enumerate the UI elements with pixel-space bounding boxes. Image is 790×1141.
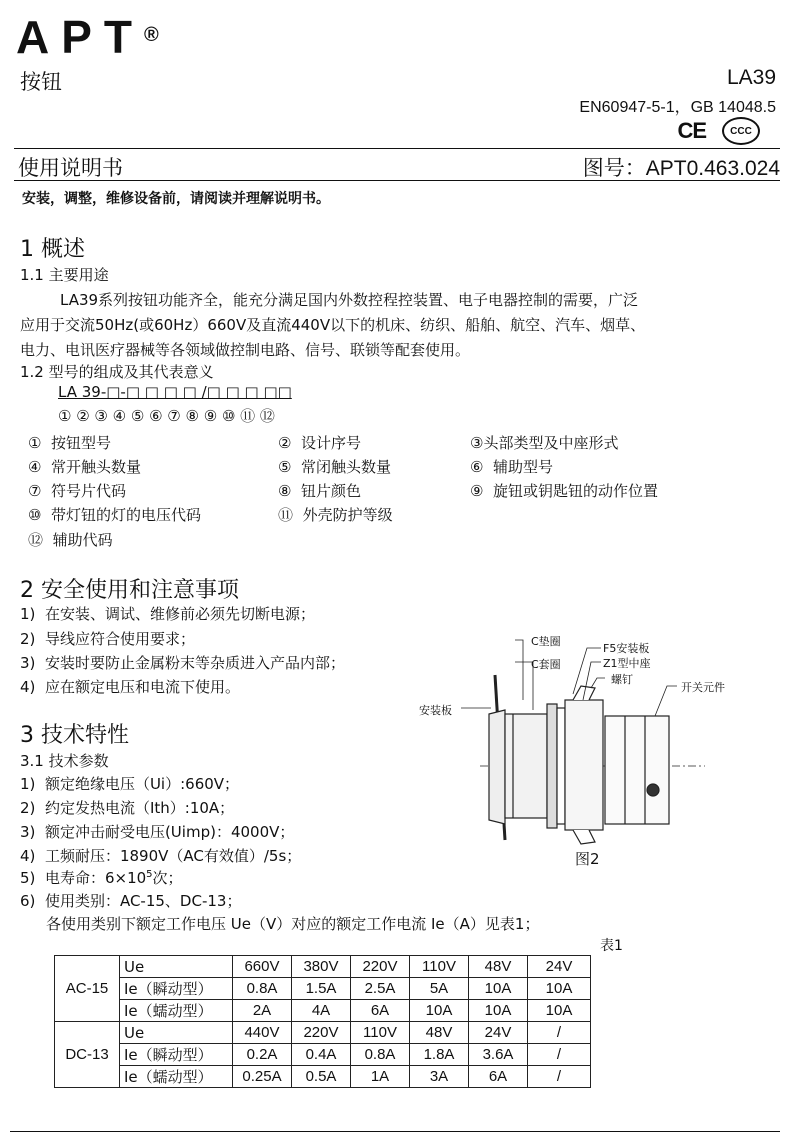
table-row <box>55 1044 591 1066</box>
table-row <box>55 956 591 978</box>
footer-divider <box>10 1131 780 1132</box>
list-item: 5) 电寿命：$6\times 10^5$次； <box>20 869 183 887</box>
table-cell: 3.6A <box>469 1044 528 1066</box>
figure-number: 图号：APT0.463.024 <box>582 156 780 180</box>
figure-caption: 图2 <box>575 850 600 868</box>
table-cell: 2.5A <box>351 978 410 1000</box>
ce-mark-icon: CE <box>677 118 706 143</box>
table-cell: 0.5A <box>292 1066 351 1088</box>
table-cell: 48V <box>410 1022 469 1044</box>
list-item: 3) 安装时要防止金属粉末等杂质进入产品内部； <box>20 654 345 672</box>
divider <box>14 148 780 149</box>
label-c-sleeve: C套圈 <box>531 658 561 671</box>
model-code-numbers: ① ② ③ ④ ⑤ ⑥ ⑦ ⑧ ⑨ ⑩ ⑪ ⑫ <box>58 407 275 425</box>
table-cell: 3A <box>410 1066 469 1088</box>
table-cell: 220V <box>351 956 410 978</box>
warning-text: 安装，调整，维修设备前，请阅读并理解说明书。 <box>22 191 330 207</box>
model-code: LA 39-□-□ □ □ □ /□ □ □ □□ <box>58 383 292 401</box>
legend-item: ④ 常开触头数量 <box>28 458 142 476</box>
table-cell: Ie（瞬动型） <box>120 1044 233 1066</box>
legend-item: ⑪ 外壳防护等级 <box>278 506 393 524</box>
label-c-pad: C垫圈 <box>531 635 561 648</box>
table-cell: 10A <box>469 1000 528 1022</box>
section-1-2-title: 1.2 型号的组成及其代表意义 <box>20 363 214 381</box>
legend-item: ⑤ 常闭触头数量 <box>278 458 392 476</box>
list-item: 6) 使用类别：AC-15、DC-13； <box>20 892 242 910</box>
legend-item: ⑧ 钮片颜色 <box>278 482 362 500</box>
table-cell: Ie（瞬动型） <box>120 978 233 1000</box>
table-cell: 0.2A <box>233 1044 292 1066</box>
list-item: 4) 应在额定电压和电流下使用。 <box>20 678 240 696</box>
table-cell: Ie（蠕动型） <box>120 1066 233 1088</box>
table-row <box>55 1000 591 1022</box>
list-item: 1) 额定绝缘电压（Ui）:660V； <box>20 775 240 793</box>
category-cell: AC-15 <box>55 956 120 1022</box>
table-cell: 24V <box>528 956 591 978</box>
table-row <box>55 1022 591 1044</box>
table-cell: 660V <box>233 956 292 978</box>
table-cell: 48V <box>469 956 528 978</box>
table-cell: / <box>528 1044 591 1066</box>
legend-item: ⑨ 旋钮或钥匙钮的动作位置 <box>470 482 659 500</box>
list-item: 1) 在安装、调试、维修前必须先切断电源； <box>20 605 315 623</box>
table-row <box>55 978 591 1000</box>
table-cell: 2A <box>233 1000 292 1022</box>
legend-item: ⑥ 辅助型号 <box>470 458 554 476</box>
table-cell: 0.8A <box>351 1044 410 1066</box>
label-switch: 开关元件 <box>681 681 725 694</box>
legend-item: ⑫ 辅助代码 <box>28 531 113 549</box>
section-3-1-title: 3.1 技术参数 <box>20 752 109 770</box>
table-cell: 1.5A <box>292 978 351 1000</box>
product-name: 按钮 <box>20 70 62 94</box>
label-f5-plate: F5安装板 <box>603 642 650 655</box>
button-assembly-drawing <box>405 630 785 870</box>
legend-item: ③头部类型及中座形式 <box>470 434 619 452</box>
certification-marks <box>677 117 760 145</box>
table-cell: 6A <box>351 1000 410 1022</box>
paragraph-line: 应用于交流50Hz(或60Hz）660V及直流440V以下的机床、纺织、船舶、航空、汽车、烟草、 <box>20 316 646 334</box>
table-caption: 表1 <box>600 938 623 954</box>
label-z1-base: Z1型中座 <box>603 657 651 670</box>
manual-title: 使用说明书 <box>18 156 123 180</box>
paragraph-line: LA39系列按钮功能齐全，能充分满足国内外数控程控装置、电子电器控制的需要，广泛 <box>60 291 639 309</box>
table-cell: 220V <box>292 1022 351 1044</box>
table-cell: 110V <box>351 1022 410 1044</box>
table-cell: Ie（蠕动型） <box>120 1000 233 1022</box>
current-table <box>54 955 591 1088</box>
legend-item: ② 设计序号 <box>278 434 362 452</box>
paragraph-line: 电力、电讯医疗器械等各领域做控制电路、信号、联锁等配套使用。 <box>20 341 471 359</box>
legend-item: ⑦ 符号片代码 <box>28 482 127 500</box>
table-note: 各使用类别下额定工作电压 Ue（V）对应的额定工作电流 Ie（A）见表1； <box>46 915 540 933</box>
table-cell: 10A <box>469 978 528 1000</box>
section-1-1-title: 1.1 主要用途 <box>20 266 109 284</box>
table-cell: 10A <box>410 1000 469 1022</box>
table-cell: 0.25A <box>233 1066 292 1088</box>
section-2-title: 2 安全使用和注意事项 <box>20 578 239 603</box>
table-cell: / <box>528 1022 591 1044</box>
apt-logo: APT® <box>16 11 159 63</box>
table-row <box>55 1066 591 1088</box>
table-cell: 5A <box>410 978 469 1000</box>
section-1-title: 1 概述 <box>20 237 85 262</box>
table-cell: 380V <box>292 956 351 978</box>
figure-2 <box>405 630 785 870</box>
table-cell: 1.8A <box>410 1044 469 1066</box>
section-3-title: 3 技术特性 <box>20 723 129 748</box>
table-cell: 24V <box>469 1022 528 1044</box>
list-item: 2) 导线应符合使用要求； <box>20 630 195 648</box>
table-cell: 10A <box>528 1000 591 1022</box>
table-cell: Ue <box>120 1022 233 1044</box>
table-cell: / <box>528 1066 591 1088</box>
table-cell: 10A <box>528 978 591 1000</box>
ccc-mark-icon: CCC <box>722 117 760 145</box>
list-item: 2) 约定发热电流（Ith）:10A； <box>20 799 235 817</box>
table-cell: Ue <box>120 956 233 978</box>
standards: EN60947-5-1，GB 14048.5 <box>579 99 776 116</box>
table-cell: 1A <box>351 1066 410 1088</box>
list-item: 4) 工频耐压：1890V（AC有效值）/5s； <box>20 847 302 865</box>
table-cell: 0.4A <box>292 1044 351 1066</box>
divider <box>14 180 780 181</box>
label-panel: 安装板 <box>419 704 452 717</box>
table-cell: 4A <box>292 1000 351 1022</box>
table-cell: 440V <box>233 1022 292 1044</box>
model-number: LA39 <box>726 66 776 89</box>
table-cell: 110V <box>410 956 469 978</box>
legend-item: ⑩ 带灯钮的灯的电压代码 <box>28 506 202 524</box>
label-screw: 螺钉 <box>611 673 633 686</box>
list-item: 3) 额定冲击耐受电压(Uimp)：4000V； <box>20 823 295 841</box>
table-cell: 6A <box>469 1066 528 1088</box>
legend-item: ① 按钮型号 <box>28 434 112 452</box>
category-cell: DC-13 <box>55 1022 120 1088</box>
table-cell: 0.8A <box>233 978 292 1000</box>
